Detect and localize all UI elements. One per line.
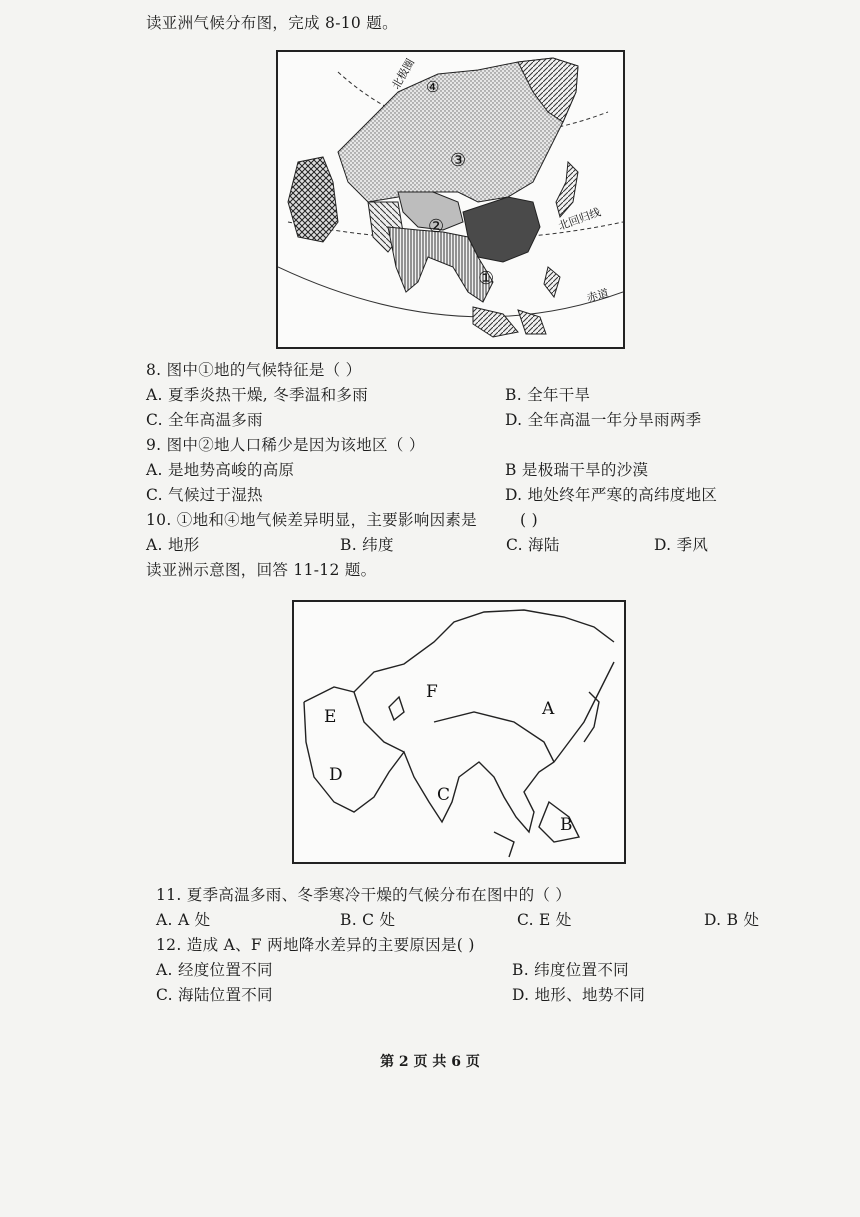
region-1-label: ① [478, 268, 495, 289]
map1-intro: 读亚洲气候分布图，完成 8-10 题。 [146, 14, 398, 32]
q12-option-d[interactable]: D. 地形、地势不同 [512, 986, 646, 1004]
equator-line [278, 267, 623, 317]
arctic-circle-label: 北极圈 [389, 56, 418, 92]
q9-option-a[interactable]: A. 是地势高峻的高原 [146, 461, 295, 479]
tropic-label: 北回归线 [556, 205, 603, 233]
china-border [434, 712, 554, 762]
page-footer: 第 2 页 共 6 页 [380, 1054, 480, 1070]
philippines-area [544, 267, 560, 297]
q10-option-b[interactable]: B. 纬度 [340, 536, 394, 554]
q11-option-b[interactable]: B. C 处 [340, 911, 396, 929]
q8-option-a[interactable]: A. 夏季炎热干燥, 冬季温和多雨 [146, 386, 369, 404]
q9-option-d[interactable]: D. 地处终年严寒的高纬度地区 [505, 486, 718, 504]
q11-option-d[interactable]: D. B 处 [704, 911, 760, 929]
q11-stem: 11. 夏季高温多雨、冬季寒冷干燥的气候分布在图中的（ ） [156, 886, 572, 904]
q12-stem: 12. 造成 A、F 两地降水差异的主要原因是( ) [156, 936, 475, 954]
q9-option-b[interactable]: B 是极瑞干旱的沙漠 [505, 461, 649, 479]
q10-option-c[interactable]: C. 海陆 [506, 536, 560, 554]
q8-option-d[interactable]: D. 全年高温一年分旱雨两季 [505, 411, 702, 429]
map-label-c: C [437, 785, 451, 805]
sumatra-outline [494, 832, 514, 857]
q8-option-b[interactable]: B. 全年干旱 [505, 386, 591, 404]
region-3-label: ③ [450, 150, 467, 171]
map-label-d: D [329, 765, 343, 785]
q8-option-c[interactable]: C. 全年高温多雨 [146, 411, 263, 429]
q12-option-b[interactable]: B. 纬度位置不同 [512, 961, 629, 979]
asia-climate-map-graphic [278, 52, 623, 347]
map-label-a: A [542, 699, 555, 719]
q10-option-d[interactable]: D. 季风 [654, 536, 709, 554]
q11-option-c[interactable]: C. E 处 [517, 911, 572, 929]
asia-outline-map [292, 600, 626, 864]
equator-label: 赤道 [585, 286, 611, 305]
map-label-b: B [560, 815, 573, 835]
borneo-outline [539, 802, 579, 842]
map2-intro: 读亚洲示意图，回答 11-12 题。 [146, 561, 377, 579]
north-coast [304, 610, 614, 702]
q9-option-c[interactable]: C. 气候过于湿热 [146, 486, 263, 504]
q10-stem: 10. ①地和④地气候差异明显，主要影响因素是 [146, 511, 477, 529]
q11-option-a[interactable]: A. A 处 [156, 911, 211, 929]
map-label-f: F [426, 682, 438, 702]
indonesia-area [473, 307, 518, 337]
map-label-e: E [324, 707, 337, 727]
japan-area [556, 162, 578, 217]
region-2-label: ② [428, 216, 445, 237]
west-asia-area [288, 157, 338, 242]
q8-stem: 8. 图中①地的气候特征是（ ） [146, 361, 362, 379]
q9-stem: 9. 图中②地人口稀少是因为该地区（ ） [146, 436, 425, 454]
q10-option-a[interactable]: A. 地形 [146, 536, 200, 554]
q10-blank: ( ) [520, 511, 538, 529]
region-4-label: ④ [426, 78, 440, 96]
asia-climate-map [276, 50, 625, 349]
south-coast [304, 662, 614, 832]
caspian-outline [389, 697, 404, 720]
ural-border [354, 692, 404, 752]
q12-option-c[interactable]: C. 海陆位置不同 [156, 986, 273, 1004]
asia-outline-map-graphic [294, 602, 624, 862]
q12-option-a[interactable]: A. 经度位置不同 [156, 961, 273, 979]
